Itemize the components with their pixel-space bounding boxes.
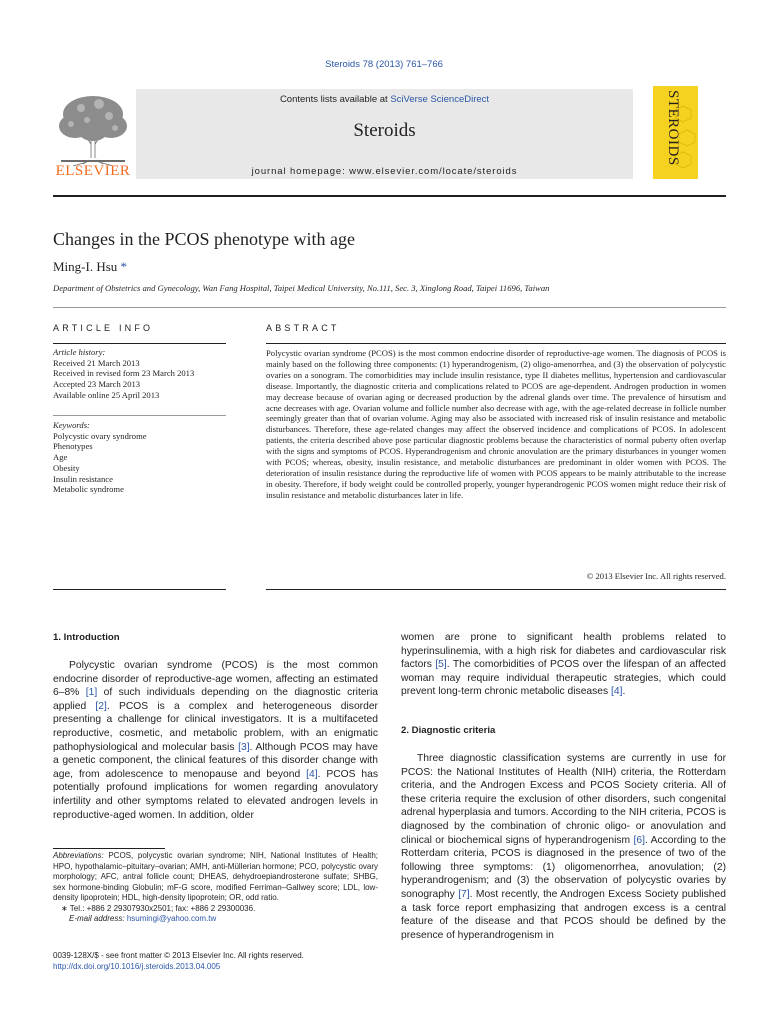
citation-link[interactable]: [7] <box>458 888 470 900</box>
journal-reference-link[interactable]: Steroids 78 (2013) 761–766 <box>325 59 443 70</box>
keyword: Polycystic ovary syndrome <box>53 430 147 441</box>
text: . Although PCOS may have a genetic component, the clinical features of this disorder change with age, from adolescence to menopause and beyond <box>53 741 378 780</box>
sciencedirect-link[interactable]: SciVerse ScienceDirect <box>390 94 490 105</box>
citation-link[interactable]: [2] <box>95 700 107 712</box>
header-divider <box>53 195 726 197</box>
text: . Most recently, the Androgen Excess Society published a task force report emphasizing that androgen excess is a central feature of the disease and that PCOS should be defined by the presence of hyperandrogenism in <box>401 888 726 941</box>
info-divider <box>53 589 226 590</box>
abstract-divider <box>266 589 726 590</box>
journal-homepage[interactable]: journal homepage: www.elsevier.com/locate/steroids <box>251 166 518 177</box>
citation-link[interactable]: [5] <box>435 659 447 671</box>
email-label: E-mail address: <box>69 914 125 923</box>
text: of such individuals depending on the diagnostic criteria applied <box>53 687 378 712</box>
history-item: Received 21 March 2013 <box>53 357 140 368</box>
article-history <box>53 347 228 401</box>
cover-title: STEROIDS <box>665 90 681 166</box>
history-item: Received in revised form 23 March 2013 <box>53 368 195 379</box>
email-link[interactable]: hsumingi@yahoo.com.tw <box>126 914 217 923</box>
text: Polycystic ovarian syndrome (PCOS) is the most common endocrine disorder of reproductive-age women, affecting an estimated 6–8% <box>53 660 378 699</box>
keyword: Phenotypes <box>53 441 93 452</box>
text: . PCOS is a complex and heterogeneous disorder presenting a challenge for clinical investigators. It is a multifaceted reproductive, cosmetic, and metabolic problem, with an enigmatic pathophysiological and molecular basis <box>53 700 378 753</box>
author-line <box>53 259 127 275</box>
keywords-label: Keywords: <box>53 420 90 430</box>
issn-line: 0039-128X/$ - see front matter © 2013 Elsevier Inc. All rights reserved. <box>53 951 304 960</box>
text: Three diagnostic classification systems are currently in use for PCOS: the National Institutes of Health (NIH) criteria, the Rotterdam criteria, and the Androgen Excess and PCOS Society criteria. All of these criteria require the exclusion of other disorders, such congenital adrenal hyperplasia and tumors. According to the NIH criteria, PCOS is diagnosed by the combination of chronic oligo- or anovulation and clinical or biochemical signs of hyperandrogenism <box>401 753 726 846</box>
corresponding-author-mark[interactable]: * <box>120 259 128 274</box>
journal-cover-thumbnail <box>653 86 698 179</box>
abbreviations-label: Abbreviations: <box>53 851 104 860</box>
footnotes <box>53 851 378 925</box>
citation-link[interactable]: [4] <box>306 768 318 780</box>
publication-info <box>53 951 453 972</box>
email-footnote <box>53 914 378 925</box>
citation-link[interactable]: [1] <box>85 687 98 699</box>
history-item: Accepted 23 March 2013 <box>53 379 141 390</box>
abstract-heading: ABSTRACT <box>266 323 340 333</box>
article-info-heading: ARTICLE INFO <box>53 323 154 333</box>
introduction-continued-paragraph <box>401 631 726 699</box>
abstract-copyright: © 2013 Elsevier Inc. All rights reserved. <box>586 571 726 581</box>
contact-footnote: ∗ Tel.: +886 2 29307930x2501; fax: +886 2 29300036. <box>61 903 256 913</box>
doi-link[interactable]: http://dx.doi.org/10.1016/j.steroids.2013.04.005 <box>53 961 221 971</box>
elsevier-wordmark: ELSEVIER <box>55 163 131 179</box>
author-name: Ming-I. Hsu <box>53 259 118 274</box>
info-divider <box>53 415 226 416</box>
abstract-text: Polycystic ovarian syndrome (PCOS) is the most common endocrine disorder of reproductive-age women. The diagnosis of PCOS is mainly based on the following three components: (1) hyperandrogenism, (2) oligo-amenorrhea, and (3) the observation of polycystic ovaries on a sonogram. The comorbidities may include insulin resistance, type II diabetes mellitus, hypertension and cardiovascular disease. Importantly, the diagnostic criteria and complications related to PCOS are age-dependent. Androgen production in women may decrease because of ovarian aging or decreased production by the adrenal glands over time. The prevalence of hirsutism and acne decreases with age. Ovarian volume and follicle number also decrease with age, with the age-related decrease in follicle number seemingly greater than that of ovarian volume. Aging may also be associated with increased risk of insulin resistance and metabolic disturbances. Therefore, these age-related changes may affect the observed incidence and complications of PCOS. In adolescent patients, the criteria described above pose particular diagnostic problems because the characteristics of normal puberty often overlap with the signs and symptoms of PCOS. Hyperandrogenism and chronic anovulation are the primary disturbances in younger women with PCOS; whereas, obesity, insulin resistance, and metabolic disturbances are predominant in older women with PCOS. The deterioration of insulin resistance during the reproductive life of women with PCOS appears to be mainly attributable to the increase in obesity. Therefore, if body weight could be controlled properly, younger hyperandrogenic PCOS women might reduce their risk of insulin resistance and metabolic disturbances later in life. <box>266 348 726 500</box>
citation-link[interactable]: [4] <box>611 686 623 698</box>
text: . The comorbidities of PCOS over the lifespan of an affected woman may require individual therapeutic strategies, which could prevent long-term chronic metabolic diseases <box>401 659 726 698</box>
article-title: Changes in the PCOS phenotype with age <box>53 229 355 249</box>
contents-prefix: Contents lists available at <box>279 94 391 105</box>
text: . PCOS has potentially profound implications for women regarding anovulatory infertility and other symptoms related to elevated androgen levels in reproductive-aged women. In addition, older <box>53 768 379 821</box>
history-item: Available online 25 April 2013 <box>53 389 160 400</box>
keyword: Insulin resistance <box>53 473 113 484</box>
text: women are prone to significant health problems related to hyperinsulinemia, with a high risk for diabetes and cardiovascular risk factors <box>401 632 726 671</box>
keywords-list <box>53 420 228 495</box>
text: . <box>622 686 626 698</box>
text: . According to the Rotterdam criteria, PCOS is diagnosed in the presence of two of the following three symptoms: (1) oligomenorrhea, anovulation; (2) hyperandrogenism; and (3) the observation of polycystic ovaries by sonography <box>401 834 726 900</box>
contents-line <box>136 94 633 105</box>
abstract-divider <box>266 343 726 344</box>
footnote-divider <box>53 848 165 849</box>
citation-link[interactable]: [6] <box>633 834 645 846</box>
keyword: Metabolic syndrome <box>53 484 124 495</box>
section-heading-diagnostic-criteria: 2. Diagnostic criteria <box>401 725 496 736</box>
diagnostic-criteria-paragraph <box>401 752 726 942</box>
history-label: Article history: <box>53 347 106 357</box>
keyword: Obesity <box>53 462 80 473</box>
section-heading-introduction: 1. Introduction <box>53 632 120 643</box>
abbreviations-footnote <box>53 851 378 904</box>
introduction-paragraph <box>53 659 378 822</box>
author-affiliation: Department of Obstetrics and Gynecology, Wan Fang Hospital, Taipei Medical University, No.111, Sec. 3, Xinglong Road, Taipei 11696, Taiwan <box>53 283 550 293</box>
abbreviations-text: PCOS, polycystic ovarian syndrome; NIH, National Institutes of Health; HPO, hypothalamic–pituitary–ovarian; AMH, anti-Müllerian hormone; PCO, polycystic ovary morphology; AFC, antral follicle count; DHEAS, dehydroepiandrosterone sulfate; SHBG, sex hormone-binding Globulin; mF-G score, modified Ferriman–Gallwey score; LDL, low-density lipoprotein; HDL, high-density lipoprotein; OR, odd ratio. <box>53 851 378 902</box>
title-divider <box>53 307 726 308</box>
info-divider <box>53 343 226 344</box>
keyword: Age <box>53 452 68 463</box>
citation-link[interactable]: [3] <box>238 741 250 753</box>
journal-name: Steroids <box>353 120 416 141</box>
